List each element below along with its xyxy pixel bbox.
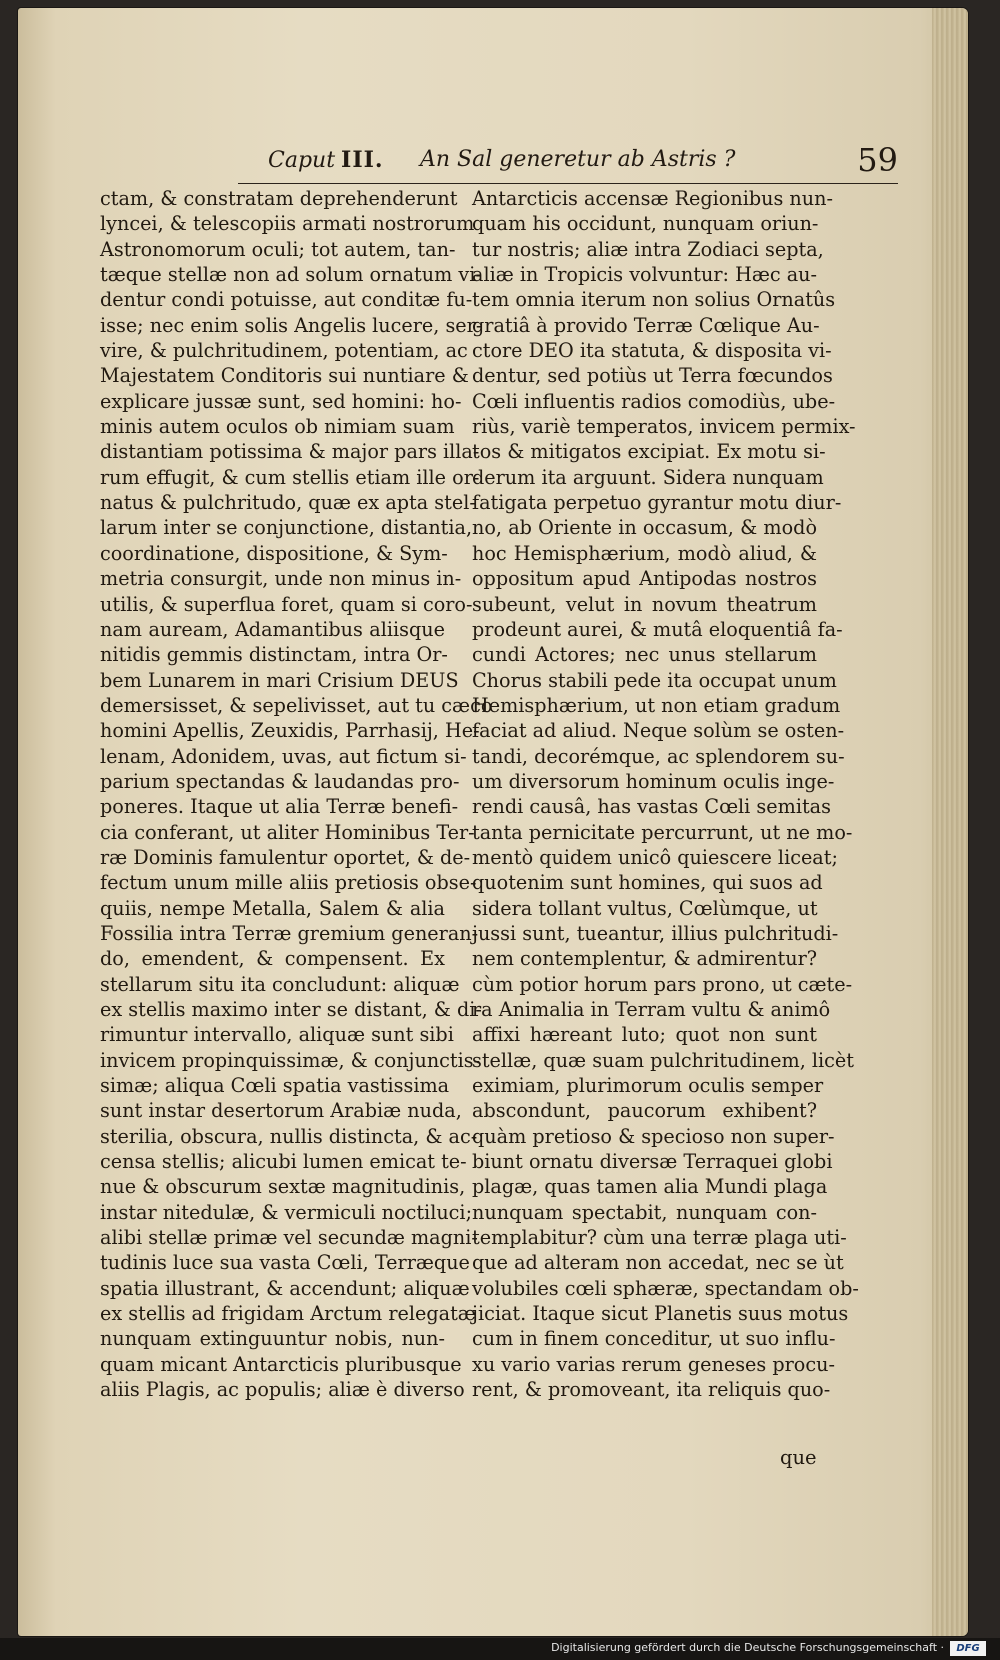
text-line: abscondunt, paucorum exhibent? bbox=[472, 1099, 817, 1123]
text-line: templabitur? cùm una terræ plaga uti- bbox=[472, 1226, 847, 1250]
text-line: instar nitedulæ, & vermiculi noctiluci; bbox=[100, 1200, 473, 1224]
text-line: sunt instar desertorum Arabiæ nuda, bbox=[100, 1099, 462, 1123]
text-line: spatia illustrant, & accendunt; aliquæ bbox=[100, 1276, 470, 1300]
text-line: invicem propinquissimæ, & conjunctis- bbox=[100, 1048, 481, 1072]
text-line: Antarcticis accensæ Regionibus nun- bbox=[472, 187, 833, 210]
text-line: coordinatione, dispositione, & Sym- bbox=[100, 541, 448, 565]
text-line: vire, & pulchritudinem, potentiam, ac bbox=[100, 339, 468, 363]
text-line: stellarum situ ita concludunt: aliquæ bbox=[100, 972, 460, 996]
text-line: distantiam potissima & major pars illa- bbox=[100, 440, 480, 464]
text-line: rent, & promoveant, ita reliquis quo- bbox=[472, 1378, 831, 1402]
text-line: fectum unum mille aliis pretiosis obse- bbox=[100, 871, 477, 895]
text-line: xu vario varias rerum geneses procu- bbox=[472, 1352, 835, 1376]
text-line: parium spectandas & laudandas pro- bbox=[100, 769, 460, 793]
text-line: no, ab Oriente in occasum, & modò bbox=[472, 516, 817, 540]
text-line: tanta pernicitate percurrunt, ut ne mo- bbox=[472, 820, 853, 844]
text-line: faciat ad aliud. Neque solùm se osten- bbox=[472, 719, 845, 743]
text-line: prodeunt aurei, & mutâ eloquentiâ fa- bbox=[472, 617, 843, 641]
text-line: demersisset, & sepelivisset, aut tu cæco bbox=[100, 693, 493, 717]
text-line: isse; nec enim solis Angelis lucere, ser- bbox=[100, 313, 483, 337]
text-line: Hemisphærium, ut non etiam gradum bbox=[472, 693, 841, 717]
text-line: metria consurgit, unde non minus in- bbox=[100, 567, 462, 591]
text-line: Chorus stabili pede ita occupat unum bbox=[472, 668, 837, 692]
text-line: fatigata perpetuo gyrantur motu diur- bbox=[472, 491, 842, 515]
left-text-column bbox=[100, 186, 493, 1403]
text-line: que ad alteram non accedat, nec se ùt bbox=[472, 1251, 844, 1275]
text-line: lyncei, & telescopiis armati nostrorum bbox=[100, 212, 475, 236]
text-line: tos & mitigatos excipiat. Ex motu si- bbox=[472, 440, 826, 464]
text-line: hoc Hemisphærium, modò aliud, & bbox=[472, 541, 817, 565]
text-line: censa stellis; alicubi lumen emicat te- bbox=[100, 1150, 467, 1174]
text-line: jussi sunt, tueantur, illius pulchritudi- bbox=[472, 921, 839, 945]
catchword: que bbox=[780, 1446, 817, 1469]
footer-text: Digitalisierung gefördert durch die Deutsche Forschungsgemeinschaft · bbox=[551, 1641, 944, 1654]
page-edge bbox=[932, 8, 968, 1636]
text-line: cia conferant, ut aliter Hominibus Ter- bbox=[100, 820, 475, 844]
running-title: An Sal generetur ab Astris ? bbox=[420, 147, 736, 172]
caput-number: III. bbox=[341, 147, 384, 173]
text-line: natus & pulchritudo, quæ ex apta stel- bbox=[100, 491, 476, 515]
text-line: eximiam, plurimorum oculis semper bbox=[472, 1074, 824, 1098]
text-line: stellæ, quæ suam pulchritudinem, licèt bbox=[472, 1048, 854, 1072]
text-line: tur nostris; aliæ intra Zodiaci septa, bbox=[472, 237, 824, 261]
text-line: cum in finem conceditur, ut suo influ- bbox=[472, 1327, 836, 1351]
text-line: sidera tollant vultus, Cœlùmque, ut bbox=[472, 896, 818, 920]
text-line: nem contemplentur, & admirentur? bbox=[472, 947, 818, 971]
text-line: quàm pretioso & specioso non super- bbox=[472, 1124, 835, 1148]
text-line: do, emendent, & compensent. Ex bbox=[100, 947, 445, 971]
text-line: ctore DEO ita statuta, & disposita vi- bbox=[472, 339, 832, 363]
text-line: aliæ in Tropicis volvuntur: Hæc au- bbox=[472, 263, 817, 287]
text-line: oppositum apud Antipodas nostros bbox=[472, 567, 817, 591]
text-line: Cœli influentis radios comodiùs, ube- bbox=[472, 389, 836, 413]
text-line: subeunt, velut in novum theatrum bbox=[472, 592, 817, 616]
text-line: aliis Plagis, ac populis; aliæ è diverso bbox=[100, 1378, 465, 1402]
text-line: tandi, decorémque, ac splendorem su- bbox=[472, 744, 845, 768]
text-line: riùs, variè temperatos, invicem permix- bbox=[472, 415, 856, 439]
text-line: nam auream, Adamantibus aliisque bbox=[100, 617, 445, 641]
text-line: lenam, Adonidem, uvas, aut fictum si- bbox=[100, 744, 467, 768]
text-line: Astronomorum oculi; tot autem, tan- bbox=[100, 237, 456, 261]
text-line: ra Animalia in Terram vultu & animô bbox=[472, 998, 831, 1021]
header-caput bbox=[268, 147, 384, 173]
text-line: derum ita arguunt. Sidera nunquam bbox=[472, 465, 824, 489]
text-line: rimuntur intervallo, aliquæ sunt sibi bbox=[100, 1023, 454, 1047]
text-line: affixi hæreant luto; quot non sunt bbox=[472, 1023, 817, 1047]
text-line: cundi Actores; nec unus stellarum bbox=[472, 643, 817, 667]
dfg-logo: DFG bbox=[950, 1641, 986, 1656]
text-line: alibi stellæ primæ vel secundæ magni- bbox=[100, 1226, 478, 1250]
text-line: larum inter se conjunctione, distantia, bbox=[100, 516, 473, 540]
text-line: gratiâ à provido Terræ Cœlique Au- bbox=[472, 313, 820, 337]
text-line: sterilia, obscura, nullis distincta, & ac- bbox=[100, 1124, 478, 1148]
text-line: um diversorum hominum oculis inge- bbox=[472, 769, 835, 793]
text-line: nue & obscurum sextæ magnitudinis, bbox=[100, 1175, 466, 1199]
text-line: quotenim sunt homines, qui suos ad bbox=[472, 871, 823, 895]
text-line: ex stellis ad frigidam Arctum relegatæ bbox=[100, 1302, 476, 1326]
text-line: tæque stellæ non ad solum ornatum vi- bbox=[100, 263, 482, 287]
text-line: utilis, & superflua foret, quam si coro- bbox=[100, 592, 473, 616]
text-line: minis autem oculos ob nimiam suam bbox=[100, 415, 455, 439]
right-text-column bbox=[472, 186, 859, 1403]
text-line: mentò quidem unicô quiescere liceat; bbox=[472, 845, 838, 869]
text-line: ræ Dominis famulentur oportet, & de- bbox=[100, 845, 471, 869]
text-line: volubiles cœli sphæræ, spectandam ob- bbox=[472, 1276, 859, 1300]
text-line: homini Apellis, Zeuxidis, Parrhasij, He- bbox=[100, 719, 480, 743]
text-line: quiis, nempe Metalla, Salem & alia bbox=[100, 896, 445, 920]
text-line: tem omnia iterum non solius Ornatûs bbox=[472, 288, 836, 312]
text-line: biunt ornatu diversæ Terraquei globi bbox=[472, 1150, 833, 1174]
text-line: jiciat. Itaque sicut Planetis suus motus bbox=[472, 1302, 849, 1326]
text-line: tudinis luce sua vasta Cœli, Terræque bbox=[100, 1251, 470, 1275]
text-line: dentur, sed potiùs ut Terra fœcundos bbox=[472, 364, 833, 388]
text-line: rendi causâ, has vastas Cœli semitas bbox=[472, 795, 831, 819]
text-line: quam micant Antarcticis pluribusque bbox=[100, 1352, 462, 1376]
caput-label: Caput bbox=[268, 148, 336, 173]
book-page bbox=[18, 8, 968, 1636]
text-line: ctam, & constratam deprehenderunt bbox=[100, 187, 458, 210]
text-line: plagæ, quas tamen alia Mundi plaga bbox=[472, 1175, 828, 1199]
text-line: dentur condi potuisse, aut conditæ fu- bbox=[100, 288, 473, 312]
text-line: Fossilia intra Terræ gremium generan- bbox=[100, 921, 479, 945]
text-line: nitidis gemmis distinctam, intra Or- bbox=[100, 643, 448, 667]
text-line: nunquam spectabit, nunquam con- bbox=[472, 1200, 817, 1224]
text-line: quam his occidunt, nunquam oriun- bbox=[472, 212, 819, 236]
text-line: bem Lunarem in mari Crisium DEUS bbox=[100, 668, 459, 692]
text-line: simæ; aliqua Cœli spatia vastissima bbox=[100, 1074, 450, 1098]
digitization-footer bbox=[0, 1638, 1000, 1660]
text-line: poneres. Itaque ut alia Terræ benefi- bbox=[100, 795, 459, 819]
text-line: cùm potior horum pars prono, ut cæte- bbox=[472, 972, 853, 996]
page-number: 59 bbox=[857, 141, 898, 179]
text-line: Majestatem Conditoris sui nuntiare & bbox=[100, 364, 469, 388]
text-line: nunquam extinguuntur nobis, nun- bbox=[100, 1327, 445, 1351]
text-line: explicare jussæ sunt, sed homini: ho- bbox=[100, 389, 462, 413]
text-line: rum effugit, & cum stellis etiam ille or- bbox=[100, 465, 480, 489]
running-header bbox=[238, 143, 898, 184]
text-line: ex stellis maximo inter se distant, & di- bbox=[100, 998, 482, 1021]
